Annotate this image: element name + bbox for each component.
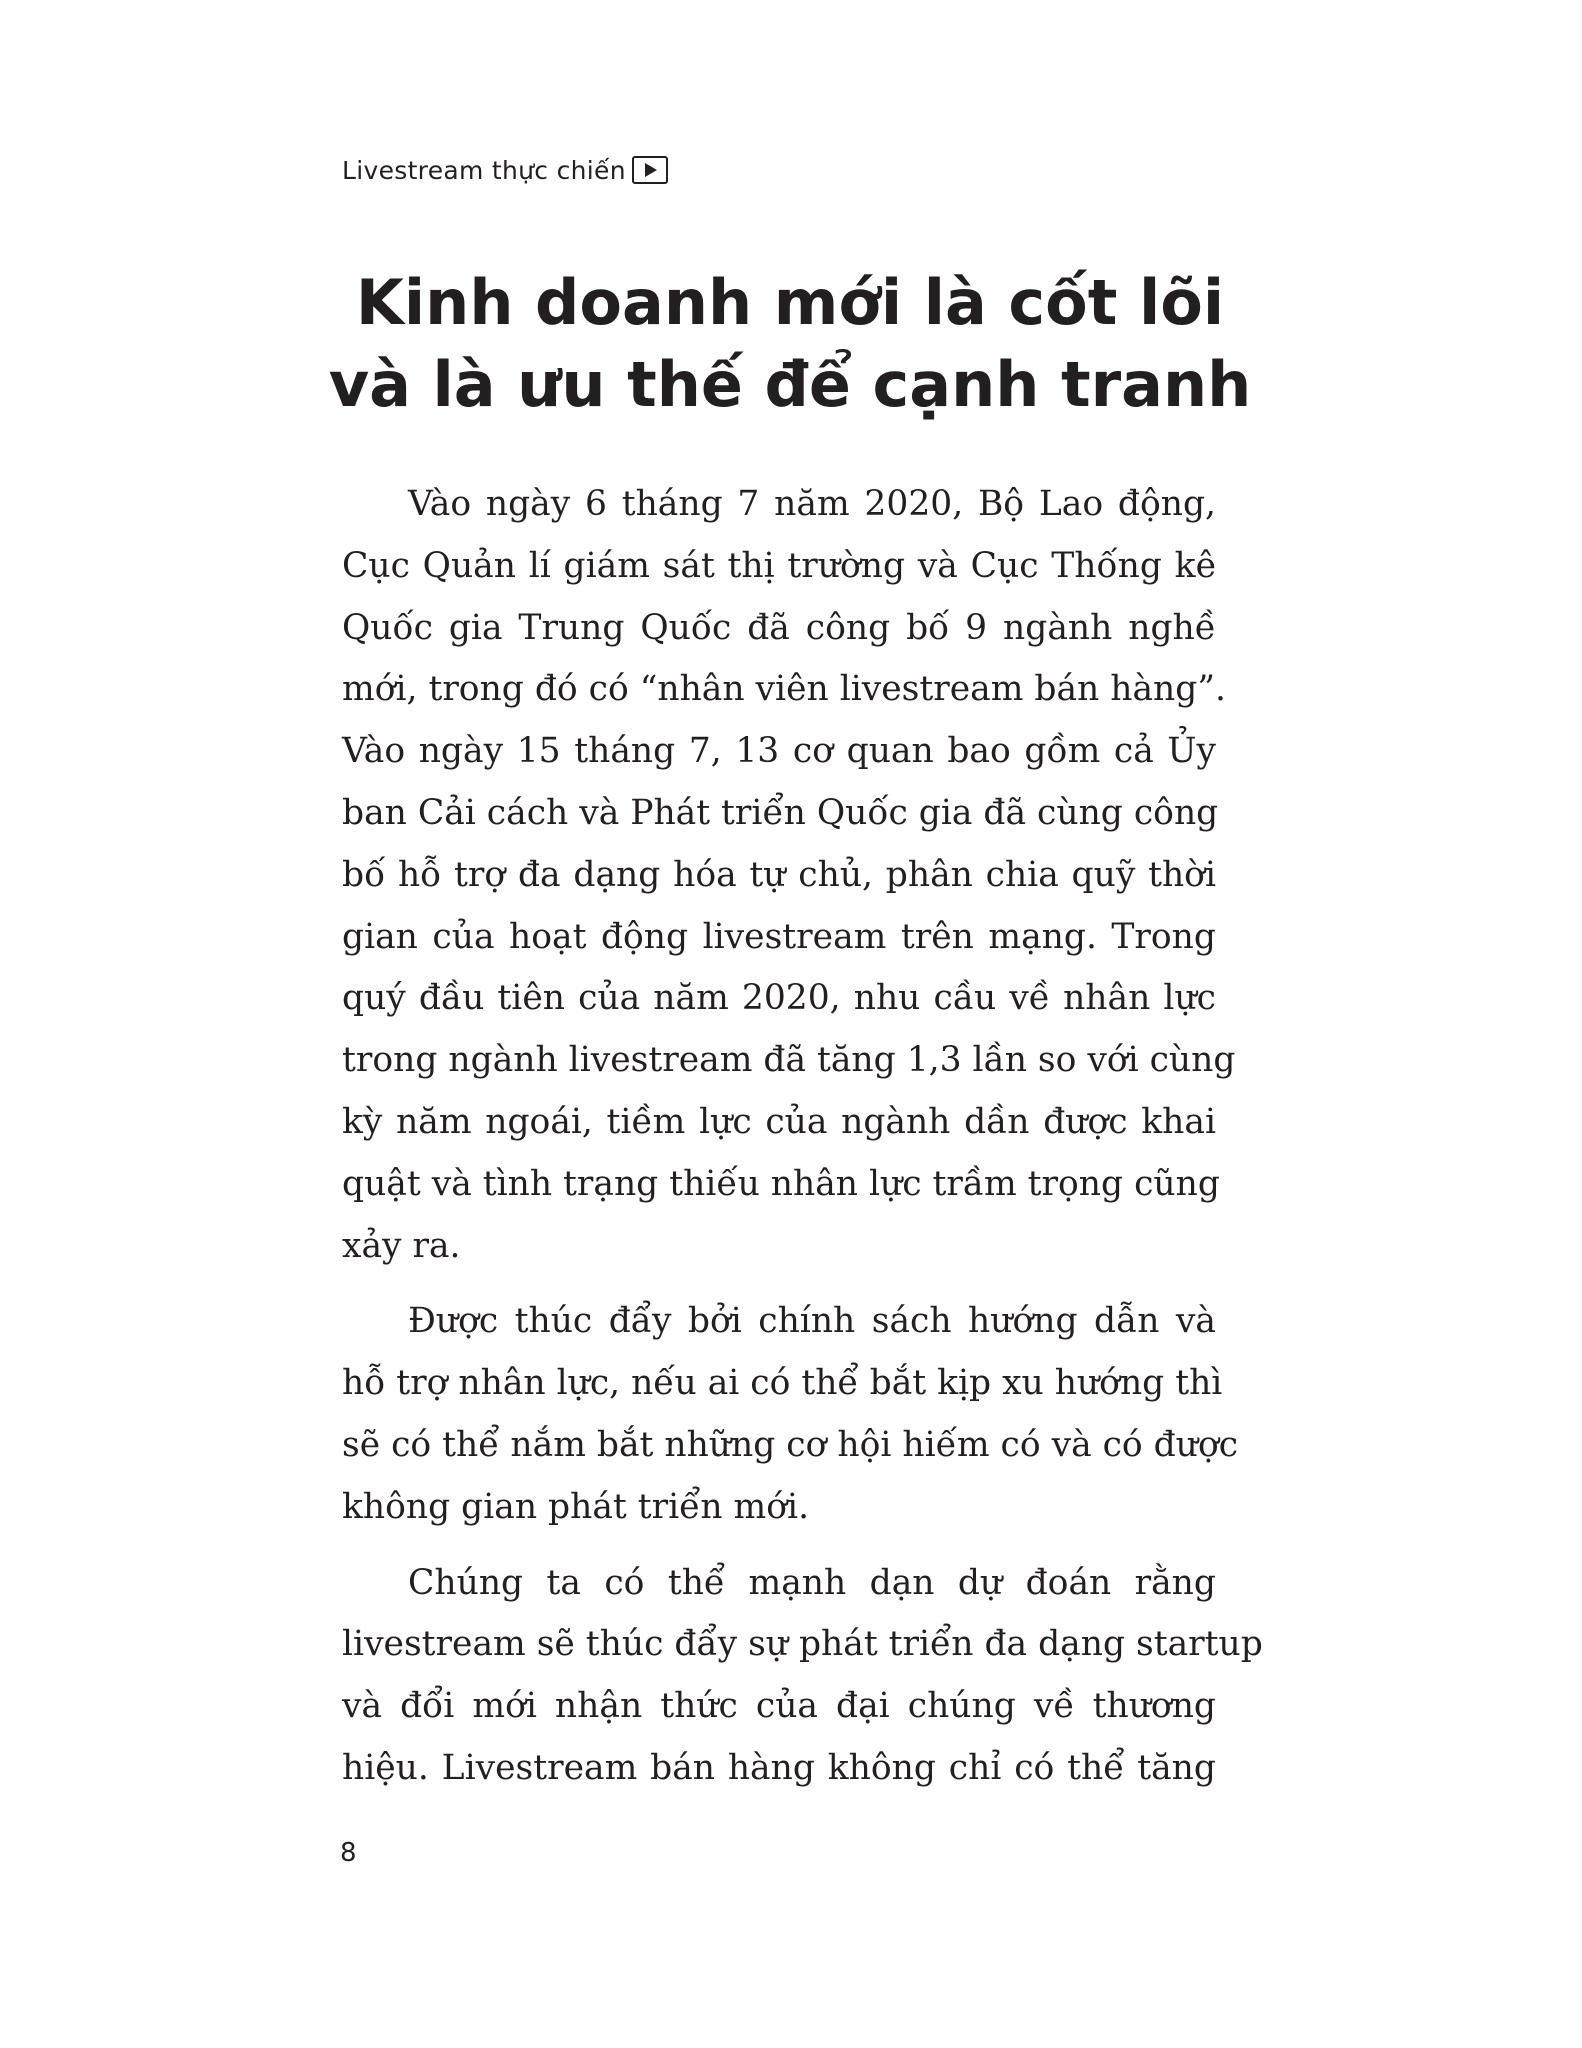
paragraph-3 (342, 1553, 1263, 1800)
text-line: xảy ra. (342, 1225, 461, 1266)
text-line: livestream sẽ thúc đẩy sự phát triển đa dạng startup (342, 1624, 1263, 1665)
chapter-title-line-1: Kinh doanh mới là cốt lõi (355, 266, 1225, 339)
text-line: mới, trong đó có “nhân viên livestream bán hàng”. (342, 669, 1226, 710)
text-line: Vào ngày 6 tháng 7 năm 2020, Bộ Lao động, (408, 484, 1216, 524)
text-line: Vào ngày 15 tháng 7, 13 cơ quan bao gồm cả Ủy (342, 731, 1216, 772)
text-line: sẽ có thể nắm bắt những cơ hội hiếm có và có được (342, 1424, 1239, 1465)
text-line: hỗ trợ nhân lực, nếu ai có thể bắt kịp xu hướng thì (342, 1363, 1223, 1404)
text-line: Cục Quản lí giám sát thị trường và Cục Thống kê (342, 545, 1216, 586)
paragraph-1 (342, 474, 1236, 1277)
page-number: 8 (340, 1838, 357, 1868)
text-line: gian của hoạt động livestream trên mạng. Trong (342, 916, 1216, 957)
running-title: Livestream thực chiến (342, 155, 626, 185)
chapter-title (300, 262, 1280, 426)
text-line: và đổi mới nhận thức của đại chúng về thương (342, 1686, 1216, 1727)
text-line: quý đầu tiên của năm 2020, nhu cầu về nhân lực (342, 978, 1216, 1019)
text-line: không gian phát triển mới. (342, 1486, 810, 1527)
text-line: Được thúc đẩy bởi chính sách hướng dẫn và (408, 1301, 1216, 1342)
paragraph-2 (342, 1291, 1239, 1538)
play-icon (632, 156, 668, 184)
text-line: trong ngành livestream đã tăng 1,3 lần so với cùng (342, 1040, 1236, 1081)
text-line: quật và tình trạng thiếu nhân lực trầm trọng cũng (342, 1163, 1220, 1204)
text-line: Quốc gia Trung Quốc đã công bố 9 ngành nghề (342, 607, 1216, 648)
chapter-title-line-2: và là ưu thế để cạnh tranh (328, 348, 1252, 421)
text-line: kỳ năm ngoái, tiềm lực của ngành dần được khai (342, 1101, 1216, 1142)
text-line: Chúng ta có thể mạnh dạn dự đoán rằng (408, 1562, 1216, 1603)
text-line: ban Cải cách và Phát triển Quốc gia đã cùng công (342, 792, 1219, 833)
text-line: hiệu. Livestream bán hàng không chỉ có thể tăng (342, 1747, 1216, 1788)
running-header (342, 150, 668, 190)
body-text (342, 474, 1263, 1800)
text-line: bố hỗ trợ đa dạng hóa tự chủ, phân chia quỹ thời (342, 854, 1216, 895)
